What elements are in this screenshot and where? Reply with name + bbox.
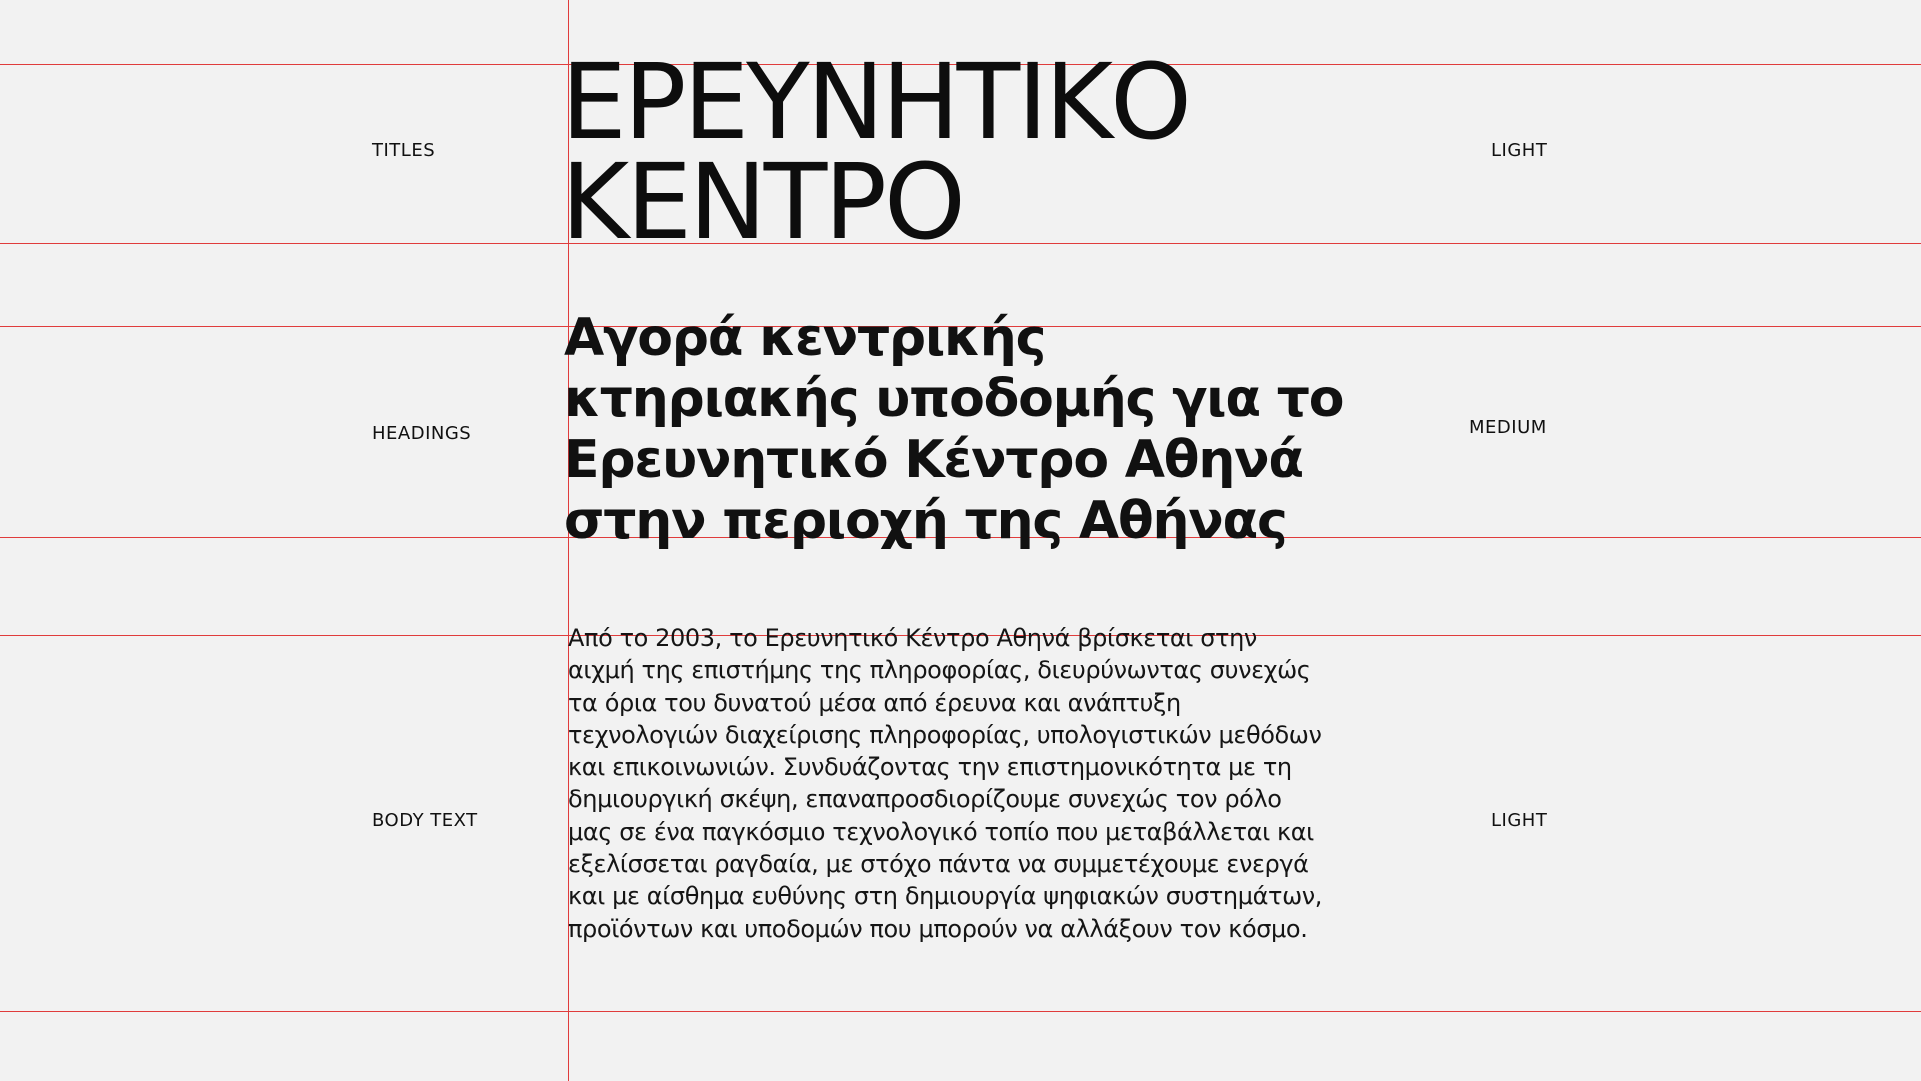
weight-label-headings: MEDIUM bbox=[1469, 417, 1547, 438]
heading-sample: Αγορά κεντρικής κτηριακής υποδομής για το Ερευνητικό Κέντρο Αθηνά στην περιοχή της Αθήνας bbox=[564, 308, 1344, 551]
row-label-headings: HEADINGS bbox=[372, 423, 472, 444]
title-line-2: ΚΕΝΤΡΟ bbox=[561, 141, 963, 263]
body-text-sample: Από το 2003, το Ερευνητικό Κέντρο Αθηνά βρίσκεται στην αιχμή της επιστήμης της πληροφορίας, διευρύνωντας συνεχώς τα όρια του δυνατού μέσα από έρευνα και ανάπτυξη τεχνολογιών διαχείρισης πληροφορίας, υπολογιστικών μεθόδων και επικοινωνιών. Συνδυάζοντας την επιστημονικότητα με τη δημιουργική σκέψη, επαναπροσδιορίζουμε συνεχώς τον ρόλο μας σε ένα παγκόσμιο τεχνολογικό τοπίο που μεταβάλλεται και εξελίσσεται ραγδαία, με στόχο πάντα να συμμετέχουμε ενεργά και με αίσθημα ευθύνης στη δημιουργία ψηφιακών συστημάτων, προϊόντων και υποδομών που μπορούν να αλλάξουν τον κόσμο. bbox=[568, 624, 1323, 943]
row-label-body: BODY TEXT bbox=[372, 810, 478, 831]
weight-label-body: LIGHT bbox=[1491, 810, 1548, 831]
title-sample bbox=[561, 41, 1189, 263]
weight-label-titles: LIGHT bbox=[1491, 140, 1548, 161]
row-label-titles: TITLES bbox=[372, 140, 436, 161]
title-line-1: ΕΡΕΥΝΗΤΙΚΟ bbox=[561, 41, 1189, 163]
guide-line-body-bottom bbox=[0, 1011, 1921, 1012]
